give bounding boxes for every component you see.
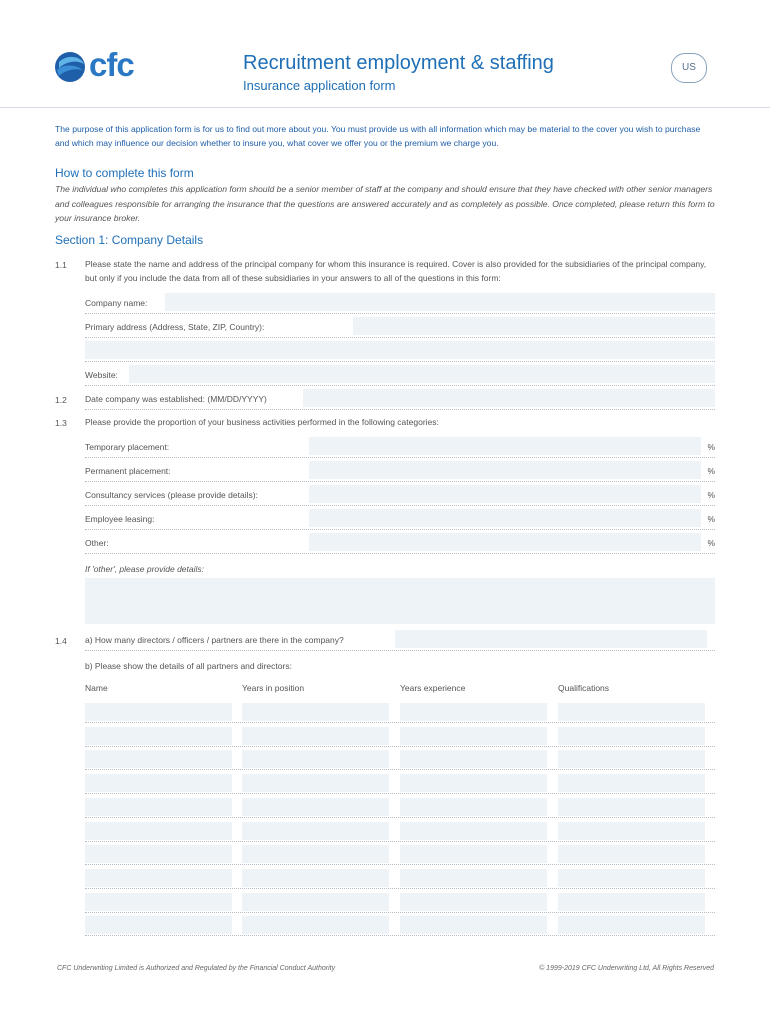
other-details-label: If 'other', please provide details: [85,564,205,574]
cfc-logo-mark-icon [53,50,87,84]
cfc-logo [53,46,149,86]
question-1-1-text: Please state the name and address of the principal company for whom this insurance is required. Cover is also provided for the subsidiaries of the principal company, but only if you include the data from all of these subsidiaries in your answers to all of the questions in this form: [85,259,707,283]
website-row [85,365,715,386]
table-cell[interactable] [85,703,232,721]
table-cell[interactable] [400,727,547,745]
table-cell[interactable] [558,869,705,887]
table-cell[interactable] [85,845,232,863]
question-1-3-text: Please provide the proportion of your business activities performed in the following categories: [85,417,439,427]
table-cell[interactable] [400,822,547,840]
table-cell[interactable] [400,750,547,768]
percent-sign: % [707,442,715,452]
table-cell[interactable] [242,845,389,863]
category-row-permanent [85,461,715,482]
address-line-2-row [85,341,715,362]
category-row-other [85,533,715,554]
other-input[interactable] [309,533,701,551]
table-row-divider [85,888,715,889]
table-cell[interactable] [242,798,389,816]
percent-sign: % [707,466,715,476]
category-label: Temporary placement: [85,442,170,452]
primary-address-row [85,317,715,338]
table-cell[interactable] [400,893,547,911]
region-badge: US [671,53,707,83]
website-input[interactable] [129,365,715,383]
consultancy-services-input[interactable] [309,485,701,503]
table-cell[interactable] [85,893,232,911]
table-row-divider [85,793,715,794]
table-cell[interactable] [85,774,232,792]
table-cell[interactable] [400,703,547,721]
question-number: 1.2 [55,395,67,405]
website-label: Website: [85,370,118,380]
table-cell[interactable] [558,727,705,745]
category-label: Permanent placement: [85,466,171,476]
column-header-years-in-position: Years in position [242,683,305,693]
table-cell[interactable] [242,750,389,768]
table-row-divider [85,912,715,913]
percent-sign: % [707,490,715,500]
category-row-temporary [85,437,715,458]
table-cell[interactable] [85,750,232,768]
table-cell[interactable] [85,822,232,840]
temporary-placement-input[interactable] [309,437,701,455]
table-cell[interactable] [242,727,389,745]
table-cell[interactable] [400,798,547,816]
table-cell[interactable] [242,869,389,887]
purpose-text: The purpose of this application form is for us to find out more about you. You must provide us with all information which may be material to the cover you wish to purchase and which may influence our decision whether to insure you, what cover we offer you or the premium we charge you. [55,124,701,148]
percent-sign: % [707,538,715,548]
table-row-divider [85,841,715,842]
table-cell[interactable] [558,774,705,792]
table-cell[interactable] [558,798,705,816]
permanent-placement-input[interactable] [309,461,701,479]
table-cell[interactable] [242,893,389,911]
primary-address-label: Primary address (Address, State, ZIP, Country): [85,322,265,332]
table-row-divider [85,722,715,723]
category-label: Consultancy services (please provide details): [85,490,258,500]
category-label: Other: [85,538,109,548]
question-number: 1.4 [55,636,67,646]
table-row-divider [85,817,715,818]
other-details-textarea[interactable] [85,578,715,624]
directors-count-label: a) How many directors / officers / partners are there in the company? [85,635,344,645]
table-cell[interactable] [242,822,389,840]
directors-details-label: b) Please show the details of all partners and directors: [85,661,292,671]
date-established-label: Date company was established: (MM/DD/YYYY) [85,394,267,404]
category-row-leasing [85,509,715,530]
table-cell[interactable] [85,869,232,887]
category-label: Employee leasing: [85,514,155,524]
directors-count-input[interactable] [395,630,707,648]
table-cell[interactable] [400,845,547,863]
date-established-row [85,389,715,410]
table-cell[interactable] [85,798,232,816]
question-number: 1.3 [55,418,67,428]
footer-copyright: © 1999-2019 CFC Underwriting Ltd, All Rights Reserved [539,965,714,972]
company-name-input[interactable] [165,293,715,311]
how-to-heading: How to complete this form [55,166,194,180]
table-cell[interactable] [400,869,547,887]
table-cell[interactable] [85,916,232,934]
employee-leasing-input[interactable] [309,509,701,527]
section-1-heading: Section 1: Company Details [55,233,204,247]
page-subtitle: Insurance application form [243,78,396,93]
column-header-name: Name [85,683,108,693]
table-cell[interactable] [85,727,232,745]
primary-address-input[interactable] [353,317,715,335]
table-cell[interactable] [558,750,705,768]
address-line-2-input[interactable] [85,341,715,359]
table-cell[interactable] [242,703,389,721]
page-title: Recruitment employment & staffing [243,52,554,74]
table-cell[interactable] [400,774,547,792]
date-established-input[interactable] [303,389,715,407]
directors-count-row [85,630,715,651]
column-header-years-experience: Years experience [400,683,466,693]
company-name-row [85,293,715,314]
column-header-qualifications: Qualifications [558,683,610,693]
company-name-label: Company name: [85,298,148,308]
table-cell[interactable] [242,916,389,934]
table-cell[interactable] [558,893,705,911]
table-cell[interactable] [242,774,389,792]
footer-regulatory: CFC Underwriting Limited is Authorized and Regulated by the Financial Conduct Authority [57,965,336,972]
table-row-divider [85,864,715,865]
category-row-consultancy [85,485,715,506]
table-cell[interactable] [400,916,547,934]
logo-text: cfc [89,46,134,83]
page-header [0,0,770,108]
question-number: 1.1 [55,260,67,270]
table-cell[interactable] [558,703,705,721]
table-row-divider [85,769,715,770]
table-row-divider [85,935,715,936]
table-row-divider [85,746,715,747]
table-cell[interactable] [558,845,705,863]
table-cell[interactable] [558,916,705,934]
how-to-text: The individual who completes this application form should be a senior member of staff at the company and should ensure that they have checked with other senior managers and colleagues responsible for arranging the insurance that the questions are answered accurately and as completely as possible. Once completed, please return this form to your insurance broker. [55,184,715,223]
table-cell[interactable] [558,822,705,840]
percent-sign: % [707,514,715,524]
